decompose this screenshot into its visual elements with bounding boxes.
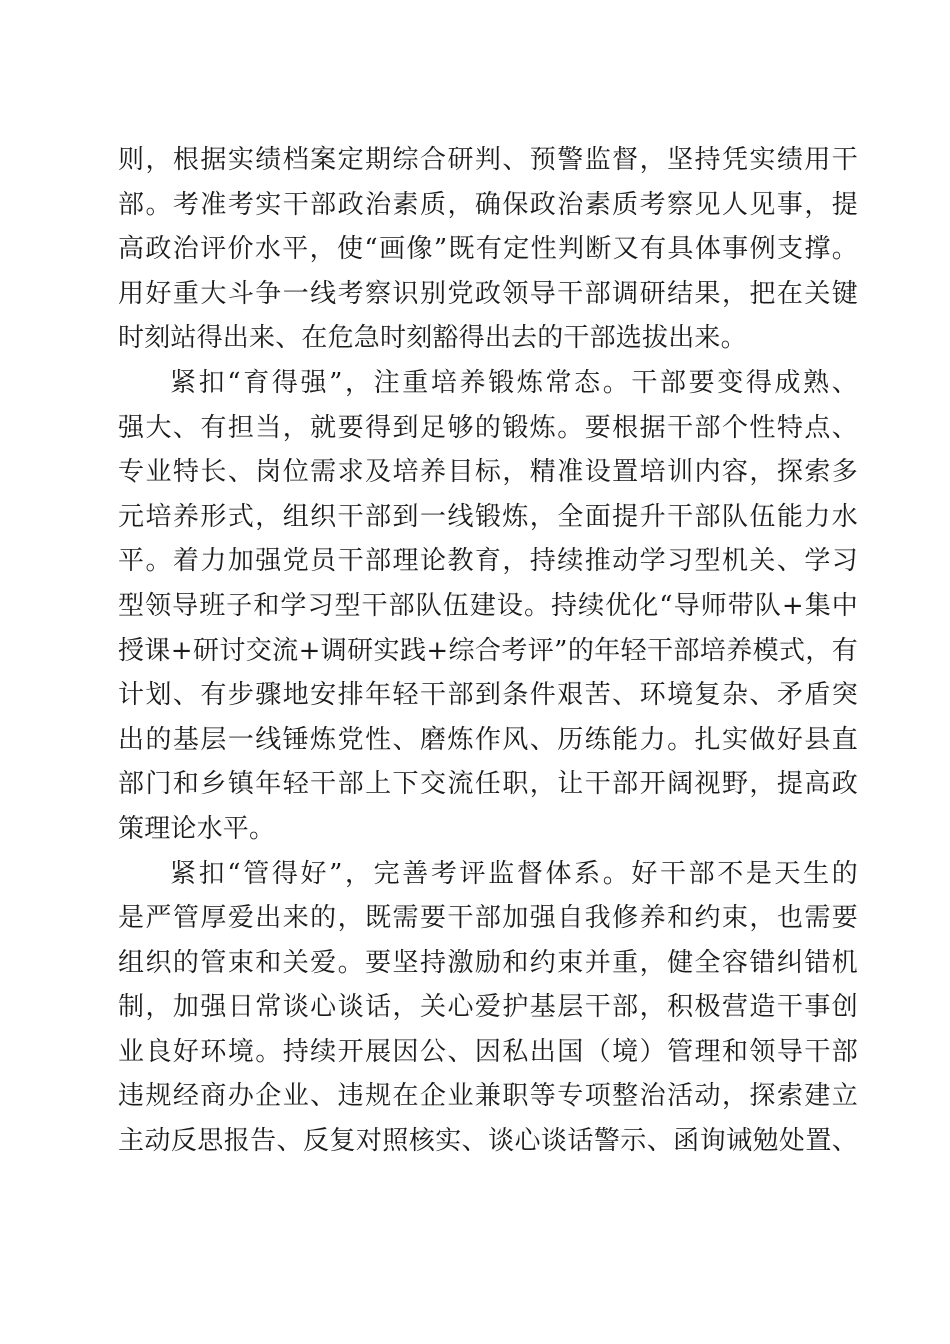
- text-line: 违规经商办企业、违规在企业兼职等专项整治活动，探索建立: [118, 1081, 858, 1112]
- text-line: 业良好环境。持续开展因公、因私出国（境）管理和领导干部: [118, 1036, 858, 1067]
- text-line: 强大、有担当，就要得到足够的锻炼。要根据干部个性特点、: [118, 412, 858, 443]
- text-line: 出的基层一线锤炼党性、磨炼作风、历练能力。扎实做好县直: [118, 724, 858, 755]
- text-line: 用好重大斗争一线考察识别党政领导干部调研结果，把在关键: [118, 278, 858, 309]
- text-line: 部门和乡镇年轻干部上下交流任职，让干部开阔视野，提高政: [118, 769, 858, 800]
- text-line: 元培养形式，组织干部到一线锻炼，全面提升干部队伍能力水: [118, 501, 858, 532]
- text-line: 型领导班子和学习型干部队伍建设。持续优化“导师带队+集中: [118, 590, 858, 621]
- paragraph-start-line: 紧扣“育得强”，注重培养锻炼常态。干部要变得成熟、: [170, 367, 858, 398]
- text-line: 组织的管束和关爱。要坚持激励和约束并重，健全容错纠错机: [118, 947, 858, 978]
- text-line: 策理论水平。: [118, 813, 276, 844]
- text-line: 专业特长、岗位需求及培养目标，精准设置培训内容，探索多: [118, 457, 858, 488]
- text-line: 高政治评价水平，使“画像”既有定性判断又有具体事例支撑。: [118, 234, 858, 265]
- text-line: 平。着力加强党员干部理论教育，持续推动学习型机关、学习: [118, 546, 858, 577]
- text-line: 时刻站得出来、在危急时刻豁得出去的干部选拔出来。: [118, 323, 747, 354]
- paragraph-start-line: 紧扣“管得好”，完善考评监督体系。好干部不是天生的: [170, 858, 858, 889]
- text-line: 是严管厚爱出来的，既需要干部加强自我修养和约束，也需要: [118, 903, 858, 934]
- text-line: 授课+研讨交流+调研实践+综合考评”的年轻干部培养模式，有: [118, 635, 858, 666]
- body-text: [118, 138, 858, 1164]
- text-line: 部。考准考实干部政治素质，确保政治素质考察见人见事，提: [118, 189, 858, 220]
- text-line: 则，根据实绩档案定期综合研判、预警监督，坚持凭实绩用干: [118, 145, 858, 175]
- text-line: 制，加强日常谈心谈话，关心爱护基层干部，积极营造干事创: [118, 992, 858, 1023]
- text-line: 主动反思报告、反复对照核实、谈心谈话警示、函询诫勉处置、: [118, 1126, 858, 1157]
- text-line: 计划、有步骤地安排年轻干部到条件艰苦、环境复杂、矛盾突: [118, 680, 858, 711]
